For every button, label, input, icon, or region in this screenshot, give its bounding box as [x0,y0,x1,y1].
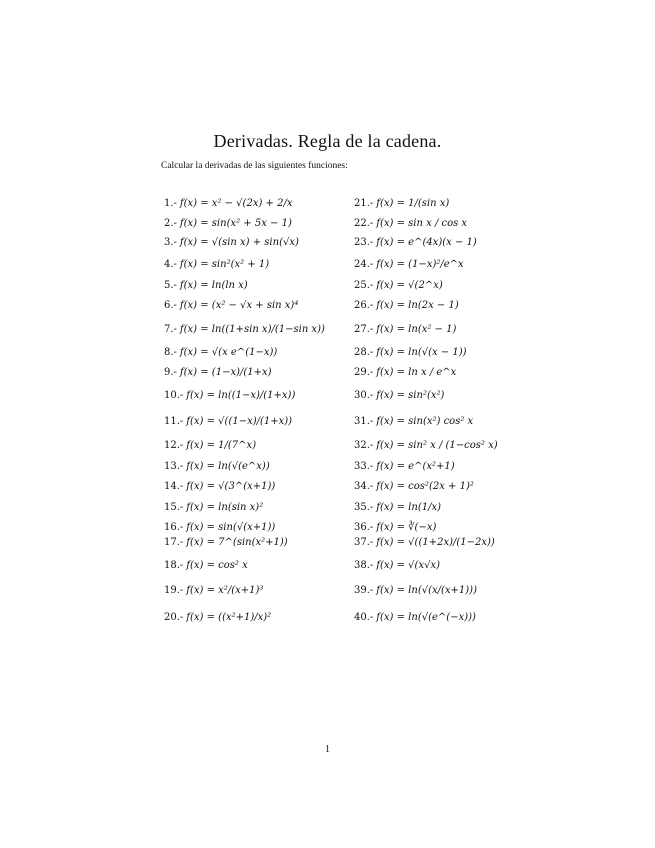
exercise-number: 15.- [164,502,184,513]
exercise-item [354,482,474,492]
exercise-item [354,348,467,358]
exercise-expression: f(x) = sin² x / (1−cos² x) [376,440,498,451]
exercise-number: 8.- [164,347,177,358]
exercise-number: 1.- [164,198,177,209]
exercise-item [164,441,256,451]
exercise-number: 10.- [164,390,184,401]
exercise-number: 7.- [164,324,177,335]
exercise-item [354,613,476,623]
exercise-expression: f(x) = √(3^(x+1)) [186,481,276,492]
exercise-number: 30.- [354,390,374,401]
exercise-expression: f(x) = sin(x²) cos² x [376,416,474,427]
exercise-expression: f(x) = √(x e^(1−x)) [179,347,278,358]
exercise-item [164,538,288,548]
exercise-expression: f(x) = ln((1−x)/(1+x)) [186,390,296,401]
exercise-expression: f(x) = 1/(7^x) [186,440,257,451]
exercise-item [164,281,248,291]
exercise-item [354,462,455,472]
exercise-item [354,199,449,209]
exercise-number: 35.- [354,502,374,513]
exercise-item [164,561,248,571]
exercise-item [354,523,436,533]
exercise-item [164,368,272,378]
exercise-number: 9.- [164,367,177,378]
exercise-expression: f(x) = cos²(2x + 1)² [376,481,474,492]
exercise-number: 20.- [164,612,184,623]
exercise-number: 26.- [354,300,374,311]
exercise-item [164,391,295,401]
exercise-expression: f(x) = sin(x² + 5x − 1) [179,218,292,229]
exercise-item [354,238,477,248]
exercise-number: 34.- [354,481,374,492]
exercise-number: 36.- [354,522,374,533]
exercise-item [164,238,299,248]
exercise-item [164,417,292,427]
page-number: 1 [325,744,330,755]
exercise-number: 28.- [354,347,374,358]
exercise-item [164,482,275,492]
exercise-item [354,561,440,571]
exercise-item [164,503,263,513]
exercise-number: 4.- [164,259,177,270]
exercise-number: 17.- [164,537,184,548]
exercise-item [354,325,456,335]
exercise-number: 11.- [164,416,184,427]
exercise-expression: f(x) = ln(√(e^x)) [186,461,270,472]
exercise-expression: f(x) = ln(ln x) [179,280,248,291]
exercise-expression: f(x) = cos² x [186,560,248,571]
exercise-item [354,391,444,401]
exercise-expression: f(x) = ln(√(x/(x+1))) [376,585,477,596]
exercise-expression: f(x) = √(sin x) + sin(√x) [179,237,299,248]
exercise-expression: f(x) = ln(√(e^(−x))) [376,612,476,623]
exercise-item [164,348,277,358]
exercise-number: 22.- [354,218,374,229]
exercise-expression: f(x) = ln(sin x)² [186,502,264,513]
exercise-item [354,441,498,451]
exercise-number: 18.- [164,560,184,571]
instructions: Calcular la derivadas de las siguientes funciones: [161,161,348,171]
exercise-expression: f(x) = √(x√x) [376,560,441,571]
exercise-item [164,586,263,596]
exercise-item [164,462,270,472]
exercise-number: 2.- [164,218,177,229]
exercise-item [354,281,443,291]
exercise-number: 19.- [164,585,184,596]
exercise-item [164,325,325,335]
exercise-number: 21.- [354,198,374,209]
exercise-expression: f(x) = e^(4x)(x − 1) [376,237,477,248]
exercise-expression: f(x) = 1/(sin x) [376,198,450,209]
exercise-item [164,219,292,229]
exercise-number: 37.- [354,537,374,548]
exercise-expression: f(x) = ln(1/x) [376,502,441,513]
exercise-number: 32.- [354,440,374,451]
exercise-item [354,503,441,513]
exercise-expression: f(x) = ln(√(x − 1)) [376,347,467,358]
exercise-number: 3.- [164,237,177,248]
exercise-number: 5.- [164,280,177,291]
exercise-number: 16.- [164,522,184,533]
exercise-item [354,368,456,378]
exercise-number: 23.- [354,237,374,248]
exercise-number: 6.- [164,300,177,311]
exercise-number: 13.- [164,461,184,472]
exercise-number: 38.- [354,560,374,571]
exercise-number: 39.- [354,585,374,596]
exercise-item [164,613,271,623]
exercise-item [354,260,464,270]
exercise-number: 33.- [354,461,374,472]
exercise-expression: f(x) = (1−x)/(1+x) [179,367,272,378]
exercise-expression: f(x) = ln(2x − 1) [376,300,459,311]
exercise-number: 31.- [354,416,374,427]
exercise-expression: f(x) = 7^(sin(x²+1)) [186,537,288,548]
exercise-item [354,417,473,427]
page-title: Derivadas. Regla de la cadena. [213,131,442,151]
exercise-expression: f(x) = (x² − √x + sin x)⁴ [179,300,299,311]
exercise-item [354,301,459,311]
exercise-number: 12.- [164,440,184,451]
exercise-expression: f(x) = ln(x² − 1) [376,324,457,335]
exercise-expression: f(x) = sin²(x²) [376,390,445,401]
exercise-expression: f(x) = x² − √(2x) + 2/x [179,198,293,209]
exercise-expression: f(x) = ((x²+1)/x)² [186,612,272,623]
exercise-expression: f(x) = x²/(x+1)³ [186,585,264,596]
exercise-number: 24.- [354,259,374,270]
exercise-item [164,523,275,533]
exercise-item [164,260,269,270]
exercise-number: 27.- [354,324,374,335]
exercise-expression: f(x) = √((1−x)/(1+x)) [186,416,293,427]
exercise-expression: f(x) = ln((1+sin x)/(1−sin x)) [179,324,325,335]
exercise-expression: f(x) = sin²(x² + 1) [179,259,270,270]
exercise-expression: f(x) = √((1+2x)/(1−2x)) [376,537,495,548]
exercise-number: 14.- [164,481,184,492]
exercise-expression: f(x) = ln x / e^x [376,367,457,378]
exercise-expression: f(x) = e^(x²+1) [376,461,455,472]
exercise-item [164,199,292,209]
exercise-expression: f(x) = sin(√(x+1)) [186,522,276,533]
exercise-expression: f(x) = ∛(−x) [376,522,437,533]
exercise-expression: f(x) = √(2^x) [376,280,443,291]
exercise-expression: f(x) = (1−x)²/e^x [376,259,464,270]
exercise-item [354,538,495,548]
exercise-expression: f(x) = sin x / cos x [376,218,468,229]
exercise-number: 40.- [354,612,374,623]
exercise-number: 25.- [354,280,374,291]
exercise-item [354,586,477,596]
exercise-item [164,301,298,311]
exercise-number: 29.- [354,367,374,378]
exercise-item [354,219,467,229]
